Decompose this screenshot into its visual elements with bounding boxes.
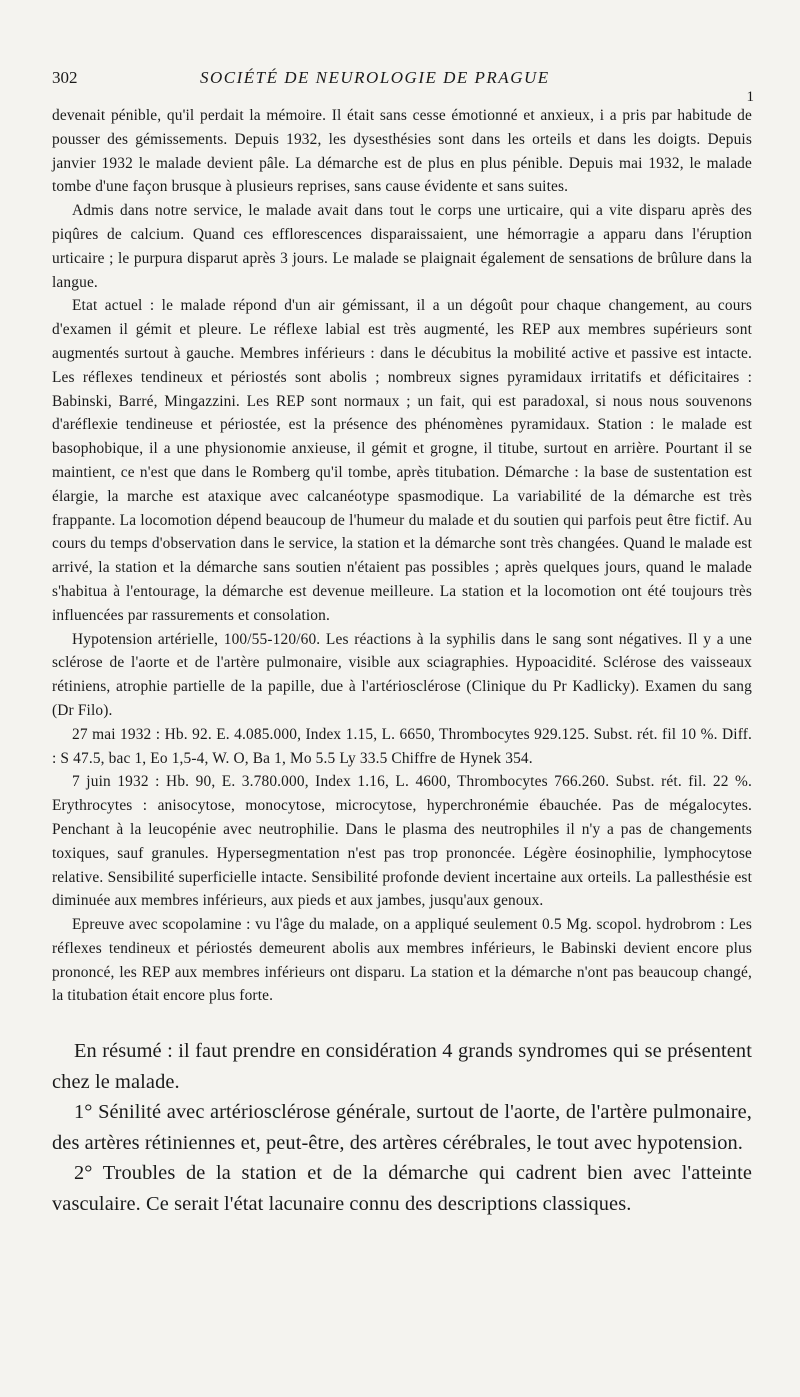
case-report-body — [52, 104, 752, 1008]
running-head — [52, 68, 752, 88]
margin-mark: 1 — [746, 89, 754, 105]
running-title: SOCIÉTÉ DE NEUROLOGIE DE PRAGUE — [200, 68, 550, 87]
page-number: 302 — [52, 68, 78, 87]
paragraph-summary: En résumé : il faut prendre en considération 4 grands syndromes qui se présentent chez le malade. — [52, 1040, 752, 1093]
paragraph-syndrome-2: 2° Troubles de la station et de la démarche qui cadrent bien avec l'atteinte vasculaire. Ce serait l'état lacunaire connu des descriptions classiques. — [52, 1162, 752, 1215]
paragraph-syndrome-1: 1° Sénilité avec artériosclérose générale, surtout de l'aorte, de l'artère pulmonaire, des artères rétiniennes et, peut-être, des artères cérébrales, le tout avec hypotension. — [52, 1101, 752, 1154]
paragraph-current-state: Etat actuel : le malade répond d'un air gémissant, il a un dégoût pour chaque changement, au cours d'examen il gémit et pleure. Le réflexe labial est très augmenté, les REP aux membres supérieurs sont augmentés surtout à gauche. Membres inférieurs : dans le décubitus la mobilité active et passive est intacte. Les réflexes tendineux et périostés sont abolis ; nombreux signes pyramidaux irritatifs et déficitaires : Babinski, Barré, Mingazzini. Les REP sont normaux ; un fait, qui est paradoxal, si nous nous souvenons d'aréflexie tendineuse et périostée, est la présence des phénomènes pyramidaux. Station : le malade est basophobique, il a une physionomie anxieuse, il gémit et grogne, il titube, surtout en arrière. Pourtant il se maintient, ce n'est que dans le Romberg qu'il tombe, après titubation. Démarche : la base de sustentation est élargie, la marche est ataxique avec calcanéotype spasmodique. La variabilité de la démarche est très frappante. La locomotion dépend beaucoup de l'humeur du malade et du soutien qui parfois peut être fictif. Au cours du temps d'observation dans le service, la station et la démarche sont très changées. Quand le malade est arrivé, la station et la démarche sans soutien n'étaient pas possibles ; après quelques jours, quand le malade s'habitua à l'entourage, la démarche est devenue meilleure. La station et la locomotion ont été toujours très influencées par rassurements et consolation. — [52, 297, 752, 624]
paragraph-admission: Admis dans notre service, le malade avait dans tout le corps une urticaire, qui a vite disparu après des piqûres de calcium. Quand ces efflorescences disparaissaient, une hémorragie a apparu dans l'éruption urticaire ; le purpura disparut après 3 jours. Le malade se plaignait également de sensations de brûlure dans la langue. — [52, 202, 752, 291]
paragraph-history: devenait pénible, qu'il perdait la mémoire. Il était sans cesse émotionné et anxieux, i a pris par habitude de pousser des gémissements. Depuis 1932, les dysesthésies sont dans les orteils et dans les doigts. Depuis janvier 1932 le malade devient pâle. La démarche est de plus en plus pénible. Depuis mai 1932, le malade tombe d'une façon brusque à plusieurs reprises, sans cause évidente et sans suites. — [52, 107, 752, 196]
paragraph-hypotension: Hypotension artérielle, 100/55-120/60. Les réactions à la syphilis dans le sang sont négatives. Il y a une sclérose de l'aorte et de l'artère pulmonaire, visible aux sciagraphies. Hypoacidité. Sclérose des vaisseaux rétiniens, atrophie partielle de la papille, due à l'artériosclérose (Clinique du Pr Kadlicky). Examen du sang (Dr Filo). — [52, 630, 752, 719]
paragraph-blood-may: 27 mai 1932 : Hb. 92. E. 4.085.000, Index 1.15, L. 6650, Thrombocytes 929.125. Subst. rét. fil 10 %. Diff. : S 47.5, bac 1, Eo 1,5-4, W. O, Ba 1, Mo 5.5 Ly 33.5 Chiffre de Hynek 354. — [52, 725, 752, 767]
paragraph-blood-june: 7 juin 1932 : Hb. 90, E. 3.780.000, Index 1.16, L. 4600, Thrombocytes 766.260. Subst. rét. fil. 22 %. Erythrocytes : anisocytose, monocytose, microcytose, hyperchronémie ébauchée. Pas de mégalocytes. Penchant à la leucopénie avec neutrophilie. Dans le plasma des neutrophiles il n'y a pas de changements toxiques, sauf granules. Hypersegmentation n'est pas trop prononcée. Légère éosinophilie, lymphocytose relative. Sensibilité superficielle intacte. Sensibilité profonde devient incertaine aux orteils. La pallesthésie est diminuée aux membres inférieurs, aux pieds et aux jambes, jusqu'aux genoux. — [52, 773, 752, 910]
paragraph-scopolamine: Epreuve avec scopolamine : vu l'âge du malade, on a appliqué seulement 0.5 Mg. scopol. hydrobrom : Les réflexes tendineux et périostés demeurent abolis aux membres inférieurs, le Babinski devient encore plus prononcé, les REP aux membres inférieurs ont disparu. La station et la démarche n'ont pas beaucoup changé, la titubation était encore plus forte. — [52, 916, 752, 1005]
summary-body — [52, 1036, 752, 1219]
